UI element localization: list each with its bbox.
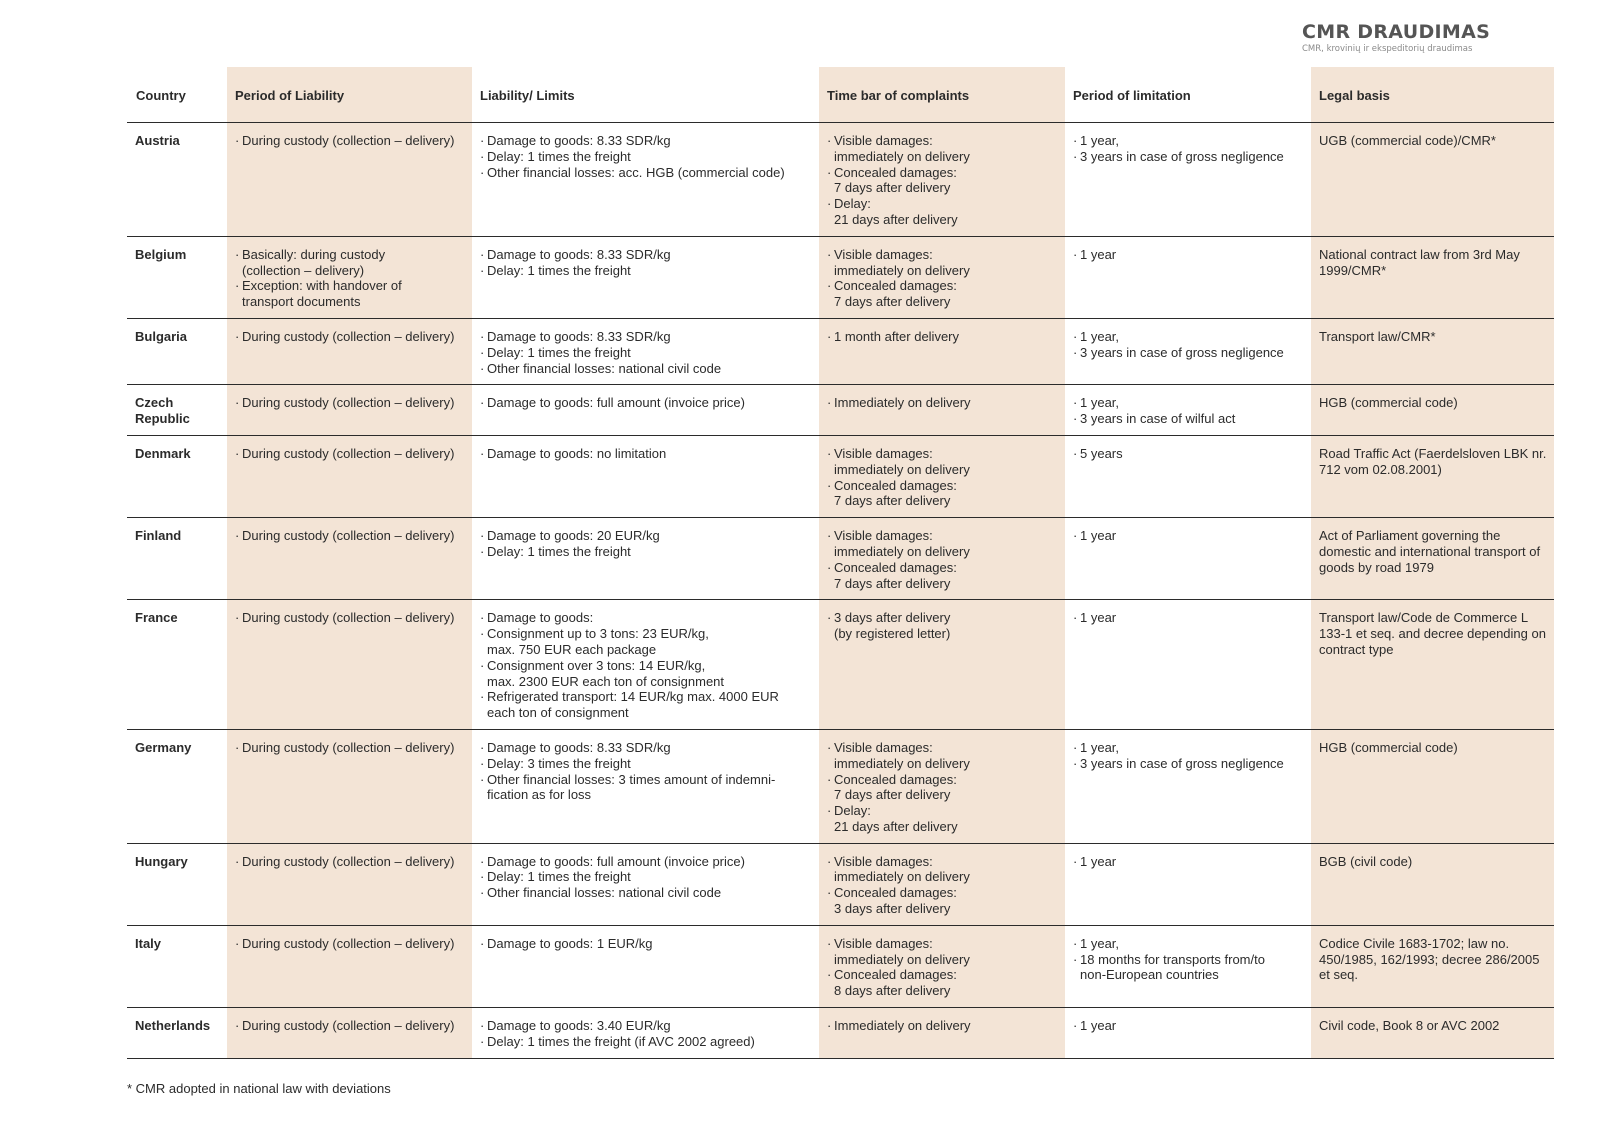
list-item: · Damage to goods: full amount (invoice price) <box>480 854 813 870</box>
list-item: · Exception: with handover of transport documents <box>235 278 466 310</box>
header-legal-basis: Legal basis <box>1311 67 1554 123</box>
table-row <box>127 925 1554 1007</box>
list-item: · 1 year <box>1073 1018 1305 1034</box>
period-of-limitation-cell <box>1065 123 1311 237</box>
time-bar-cell <box>819 236 1065 318</box>
liability-limits-cell-list <box>480 936 813 952</box>
period-of-limitation-cell <box>1065 600 1311 730</box>
period-of-limitation-cell <box>1065 1008 1311 1059</box>
liability-limits-cell <box>472 843 819 925</box>
period-of-liability-cell <box>227 385 472 436</box>
period-of-liability-cell <box>227 1008 472 1059</box>
list-item: · Other financial losses: acc. HGB (commercial code) <box>480 165 813 181</box>
header-period-of-liability: Period of Liability <box>227 67 472 123</box>
period-of-limitation-cell <box>1065 925 1311 1007</box>
period-of-liability-cell <box>227 435 472 517</box>
list-item: · Visible damages: immediately on delivery <box>827 528 1059 560</box>
legal-basis-cell: UGB (commercial code)/CMR* <box>1311 123 1554 237</box>
list-item: · Delay: 1 times the freight (if AVC 2002 agreed) <box>480 1034 813 1050</box>
list-item: · During custody (collection – delivery) <box>235 395 466 411</box>
list-item: · Refrigerated transport: 14 EUR/kg max. 4000 EUR each ton of consignment <box>480 689 813 721</box>
list-item: · Delay: 3 times the freight <box>480 756 813 772</box>
list-item: · Concealed damages: 7 days after delivery <box>827 278 1059 310</box>
list-item: · 3 years in case of gross negligence <box>1073 345 1305 361</box>
time-bar-cell <box>819 925 1065 1007</box>
liability-limits-cell <box>472 236 819 318</box>
list-item: · Concealed damages: 7 days after delivery <box>827 165 1059 197</box>
legal-basis-cell: HGB (commercial code) <box>1311 385 1554 436</box>
time-bar-cell-list <box>827 610 1059 642</box>
list-item: · Visible damages: immediately on delivery <box>827 854 1059 886</box>
list-item: · During custody (collection – delivery) <box>235 446 466 462</box>
legal-basis-cell: Act of Parliament governing the domestic and international transport of goods by road 1979 <box>1311 518 1554 600</box>
list-item: · During custody (collection – delivery) <box>235 610 466 626</box>
liability-limits-cell-list <box>480 528 813 560</box>
cmr-liability-table <box>127 67 1554 1059</box>
period-of-liability-cell <box>227 600 472 730</box>
legal-basis-cell: HGB (commercial code) <box>1311 729 1554 843</box>
period-of-limitation-cell-list <box>1073 247 1305 263</box>
list-item: · Consignment up to 3 tons: 23 EUR/kg, max. 750 EUR each package <box>480 626 813 658</box>
table-row <box>127 1008 1554 1059</box>
time-bar-cell <box>819 729 1065 843</box>
list-item: · 1 year, <box>1073 395 1305 411</box>
time-bar-cell-list <box>827 740 1059 835</box>
country-cell: Germany <box>127 729 227 843</box>
period-of-limitation-cell-list <box>1073 329 1305 361</box>
table-row <box>127 600 1554 730</box>
legal-basis-cell: Road Traffic Act (Faerdelsloven LBK nr. 712 vom 02.08.2001) <box>1311 435 1554 517</box>
table-row <box>127 236 1554 318</box>
list-item: · Concealed damages: 7 days after delivery <box>827 560 1059 592</box>
list-item: · 5 years <box>1073 446 1305 462</box>
period-of-limitation-cell-list <box>1073 610 1305 626</box>
list-item: · Damage to goods: 1 EUR/kg <box>480 936 813 952</box>
country-cell: Netherlands <box>127 1008 227 1059</box>
list-item: · 3 days after delivery (by registered letter) <box>827 610 1059 642</box>
period-of-limitation-cell-list <box>1073 395 1305 427</box>
period-of-limitation-cell-list <box>1073 446 1305 462</box>
list-item: · 3 years in case of gross negligence <box>1073 756 1305 772</box>
list-item: · Visible damages: immediately on delivery <box>827 936 1059 968</box>
list-item: · Other financial losses: 3 times amount of indemni- fication as for loss <box>480 772 813 804</box>
period-of-limitation-cell <box>1065 518 1311 600</box>
country-cell: Finland <box>127 518 227 600</box>
time-bar-cell <box>819 123 1065 237</box>
table-row <box>127 435 1554 517</box>
list-item: · Damage to goods: 8.33 SDR/kg <box>480 329 813 345</box>
period-of-limitation-cell <box>1065 318 1311 384</box>
list-item: · Damage to goods: 20 EUR/kg <box>480 528 813 544</box>
liability-limits-cell-list <box>480 247 813 279</box>
list-item: · Other financial losses: national civil code <box>480 361 813 377</box>
period-of-limitation-cell <box>1065 435 1311 517</box>
period-of-limitation-cell-list <box>1073 936 1305 983</box>
list-item: · Immediately on delivery <box>827 395 1059 411</box>
header-period-of-limitation: Period of limitation <box>1073 87 1191 103</box>
period-of-liability-cell-list <box>235 528 466 544</box>
list-item: · Visible damages: immediately on delivery <box>827 133 1059 165</box>
list-item: · Damage to goods: 8.33 SDR/kg <box>480 133 813 149</box>
list-item: · During custody (collection – delivery) <box>235 1018 466 1034</box>
header-liability-limits: Liability/ Limits <box>480 87 575 103</box>
list-item: · During custody (collection – delivery) <box>235 528 466 544</box>
legal-basis-cell: Civil code, Book 8 or AVC 2002 <box>1311 1008 1554 1059</box>
liability-limits-cell <box>472 318 819 384</box>
list-item: · 3 years in case of gross negligence <box>1073 149 1305 165</box>
list-item: · 1 year, <box>1073 936 1305 952</box>
list-item: · Concealed damages: 7 days after delivery <box>827 478 1059 510</box>
period-of-limitation-cell <box>1065 385 1311 436</box>
list-item: · Immediately on delivery <box>827 1018 1059 1034</box>
legal-basis-cell: Codice Civile 1683-1702; law no. 450/1985, 162/1993; decree 286/2005 et seq. <box>1311 925 1554 1007</box>
list-item: · Delay: 21 days after delivery <box>827 196 1059 228</box>
time-bar-cell <box>819 518 1065 600</box>
period-of-limitation-cell-list <box>1073 854 1305 870</box>
period-of-liability-cell-list <box>235 854 466 870</box>
period-of-liability-cell <box>227 518 472 600</box>
liability-limits-cell-list <box>480 854 813 901</box>
period-of-liability-cell-list <box>235 247 466 310</box>
country-cell: Bulgaria <box>127 318 227 384</box>
list-item: · Other financial losses: national civil code <box>480 885 813 901</box>
list-item: · Damage to goods: 3.40 EUR/kg <box>480 1018 813 1034</box>
period-of-liability-cell-list <box>235 329 466 345</box>
period-of-liability-cell-list <box>235 446 466 462</box>
list-item: · Delay: 1 times the freight <box>480 263 813 279</box>
time-bar-cell-list <box>827 247 1059 310</box>
list-item: · During custody (collection – delivery) <box>235 329 466 345</box>
period-of-liability-cell-list <box>235 133 466 149</box>
liability-limits-cell <box>472 385 819 436</box>
time-bar-cell <box>819 435 1065 517</box>
list-item: · Delay: 1 times the freight <box>480 345 813 361</box>
legal-basis-cell: National contract law from 3rd May 1999/CMR* <box>1311 236 1554 318</box>
list-item: · Damage to goods: 8.33 SDR/kg <box>480 740 813 756</box>
period-of-limitation-cell-list <box>1073 740 1305 772</box>
list-item: · 1 year, <box>1073 740 1305 756</box>
country-cell: Denmark <box>127 435 227 517</box>
header-time-bar: Time bar of complaints <box>819 67 1065 123</box>
country-cell: France <box>127 600 227 730</box>
list-item: · Basically: during custody (collection – delivery) <box>235 247 466 279</box>
list-item: · Delay: 1 times the freight <box>480 869 813 885</box>
table-row <box>127 123 1554 237</box>
list-item: · Delay: 1 times the freight <box>480 544 813 560</box>
time-bar-cell <box>819 385 1065 436</box>
period-of-liability-cell <box>227 318 472 384</box>
list-item: · 18 months for transports from/to non-European countries <box>1073 952 1305 984</box>
liability-limits-cell-list <box>480 1018 813 1050</box>
legal-basis-cell: Transport law/Code de Commerce L 133-1 et seq. and decree depending on contract type <box>1311 600 1554 730</box>
time-bar-cell-list <box>827 528 1059 591</box>
list-item: · During custody (collection – delivery) <box>235 854 466 870</box>
period-of-limitation-cell-list <box>1073 1018 1305 1034</box>
logo <box>1302 20 1490 54</box>
list-item: · Visible damages: immediately on delivery <box>827 247 1059 279</box>
list-item: · Visible damages: immediately on delivery <box>827 446 1059 478</box>
list-item: · Consignment over 3 tons: 14 EUR/kg, max. 2300 EUR each ton of consignment <box>480 658 813 690</box>
period-of-liability-cell <box>227 843 472 925</box>
list-item: · Damage to goods: full amount (invoice price) <box>480 395 813 411</box>
period-of-limitation-cell-list <box>1073 133 1305 165</box>
legal-basis-cell: Transport law/CMR* <box>1311 318 1554 384</box>
table-row <box>127 318 1554 384</box>
period-of-liability-cell <box>227 123 472 237</box>
list-item: · Delay: 21 days after delivery <box>827 803 1059 835</box>
list-item: · Damage to goods: 8.33 SDR/kg <box>480 247 813 263</box>
period-of-liability-cell-list <box>235 395 466 411</box>
period-of-limitation-cell <box>1065 729 1311 843</box>
list-item: · 1 year, <box>1073 329 1305 345</box>
logo-subtitle: CMR, krovinių ir ekspeditorių draudimas <box>1302 44 1473 54</box>
list-item: · During custody (collection – delivery) <box>235 740 466 756</box>
table-row <box>127 729 1554 843</box>
list-item: · 1 year <box>1073 247 1305 263</box>
time-bar-cell <box>819 600 1065 730</box>
list-item: · Visible damages: immediately on delivery <box>827 740 1059 772</box>
liability-limits-cell-list <box>480 446 813 462</box>
logo-title: CMR DRAUDIMAS <box>1302 21 1491 43</box>
period-of-liability-cell-list <box>235 1018 466 1034</box>
table-row <box>127 518 1554 600</box>
period-of-liability-cell-list <box>235 740 466 756</box>
time-bar-cell-list <box>827 854 1059 917</box>
country-cell: Czech Republic <box>127 385 227 436</box>
country-cell: Hungary <box>127 843 227 925</box>
period-of-liability-cell-list <box>235 936 466 952</box>
liability-limits-cell <box>472 729 819 843</box>
time-bar-cell <box>819 1008 1065 1059</box>
time-bar-cell-list <box>827 395 1059 411</box>
liability-limits-cell <box>472 1008 819 1059</box>
liability-limits-cell <box>472 600 819 730</box>
time-bar-cell-list <box>827 446 1059 509</box>
list-item: · Damage to goods: no limitation <box>480 446 813 462</box>
period-of-limitation-cell <box>1065 236 1311 318</box>
legal-basis-cell: BGB (civil code) <box>1311 843 1554 925</box>
time-bar-cell-list <box>827 133 1059 228</box>
list-item: · Damage to goods: <box>480 610 813 626</box>
time-bar-cell-list <box>827 329 1059 345</box>
country-cell: Belgium <box>127 236 227 318</box>
header-country: Country <box>136 87 186 103</box>
country-cell: Italy <box>127 925 227 1007</box>
liability-limits-cell <box>472 925 819 1007</box>
liability-limits-cell <box>472 435 819 517</box>
liability-limits-cell-list <box>480 395 813 411</box>
list-item: · 1 month after delivery <box>827 329 1059 345</box>
table-header-row <box>127 67 1554 123</box>
period-of-liability-cell <box>227 236 472 318</box>
table-row <box>127 843 1554 925</box>
liability-limits-cell-list <box>480 329 813 376</box>
liability-limits-cell <box>472 518 819 600</box>
period-of-limitation-cell-list <box>1073 528 1305 544</box>
liability-limits-cell <box>472 123 819 237</box>
country-cell: Austria <box>127 123 227 237</box>
liability-limits-cell-list <box>480 133 813 180</box>
list-item: · Concealed damages: 8 days after delivery <box>827 967 1059 999</box>
list-item: · 1 year <box>1073 610 1305 626</box>
time-bar-cell-list <box>827 1018 1059 1034</box>
list-item: · Concealed damages: 3 days after delivery <box>827 885 1059 917</box>
period-of-liability-cell-list <box>235 610 466 626</box>
list-item: · During custody (collection – delivery) <box>235 936 466 952</box>
footnote: * CMR adopted in national law with deviations <box>127 1081 391 1096</box>
list-item: · 3 years in case of wilful act <box>1073 411 1305 427</box>
list-item: · Concealed damages: 7 days after delivery <box>827 772 1059 804</box>
time-bar-cell <box>819 318 1065 384</box>
period-of-liability-cell <box>227 925 472 1007</box>
period-of-limitation-cell <box>1065 843 1311 925</box>
table-row <box>127 385 1554 436</box>
period-of-liability-cell <box>227 729 472 843</box>
time-bar-cell-list <box>827 936 1059 999</box>
liability-limits-cell-list <box>480 740 813 803</box>
list-item: · 1 year <box>1073 854 1305 870</box>
list-item: · 1 year, <box>1073 133 1305 149</box>
time-bar-cell <box>819 843 1065 925</box>
list-item: · During custody (collection – delivery) <box>235 133 466 149</box>
liability-limits-cell-list <box>480 610 813 721</box>
list-item: · 1 year <box>1073 528 1305 544</box>
list-item: · Delay: 1 times the freight <box>480 149 813 165</box>
